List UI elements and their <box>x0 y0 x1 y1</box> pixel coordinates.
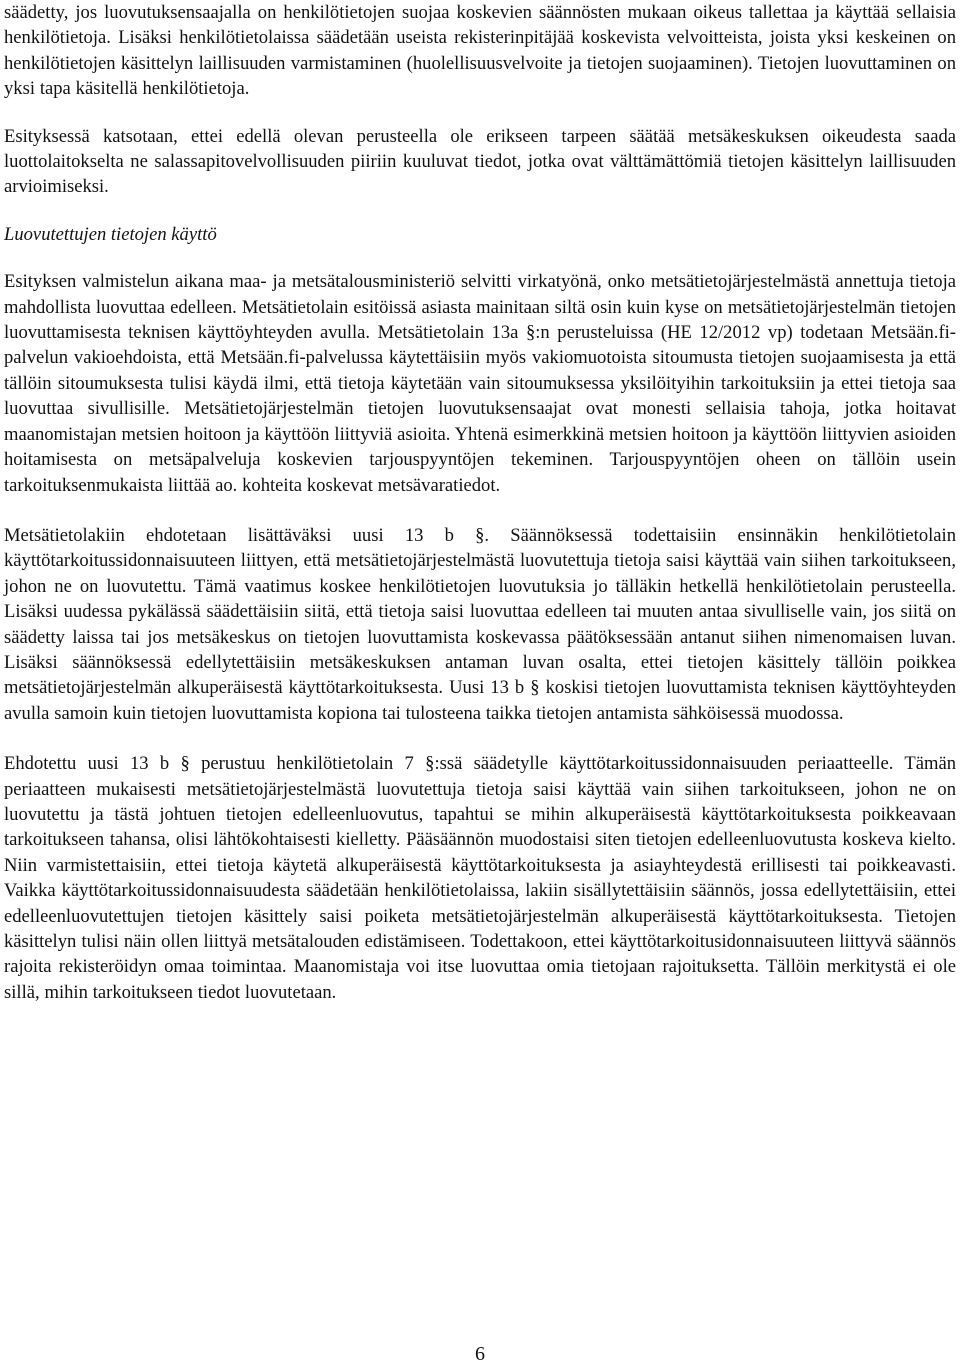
document-page <box>4 0 956 1005</box>
body-paragraph: Ehdotettu uusi 13 b § perustuu henkilötietolain 7 §:ssä säädetylle käyttötarkoitussidonnaisuuden periaatteelle. Tämän periaatteen mukaisesti metsätietojärjestelmästä luovutettuja tietoja saisi käyttää vain siihen tarkoitukseen, johon ne on luovutettu ja tästä johtuen tietojen edelleenluovutus, tapahtui se mihin alkuperäisestä käyttötarkoituksesta poikkeavaan tarkoitukseen tahansa, olisi lähtökohtaisesti kielletty. Pääsäännön muodostaisi siten tietojen edelleenluovutusta koskeva kielto. Niin varmistettaisiin, ettei tietoja käytetä alkuperäisestä käyttötarkoituksesta ja asiayhteydestä erillisesti tai poikkeavasti. Vaikka käyttötarkoitussidonnaisuudesta säädetään henkilötietolaissa, lakiin sisällytettäisiin säännös, jossa edellytettäisiin, ettei edelleenluovutettujen tietojen käsittely saisi poiketa metsätietojärjestelmän alkuperäisestä käyttötarkoituksesta. Tietojen käsittelyn tulisi näin ollen liittyä metsätalouden edistämiseen. Todettakoon, ettei käyttötarkoitusidonnaisuuteen liittyvä säännös rajoita rekisteröidyn omaa toimintaa. Maanomistaja voi itse luovuttaa omia tietojaan rajoituksetta. Tällöin merkitystä ei ole sillä, mihin tarkoitukseen tiedot luovutetaan. <box>4 753 956 1003</box>
paragraph-spacer <box>4 102 956 124</box>
paragraph-spacer <box>4 200 956 222</box>
paragraph-spacer <box>4 726 956 751</box>
body-paragraph: Metsätietolakiin ehdotetaan lisättäväksi uusi 13 b §. Säännöksessä todettaisiin ensinnäkin henkilötietolain käyttötarkoitussidonnaisuuteen liittyen, että metsätietojärjestelmästä luovutettuja tietoja saisi käyttää vain siihen tarkoitukseen, johon ne on luovutettu. Tämä vaatimus koskee henkilötietojen luovutuksia jo tälläkin hetkellä henkilötietolain perusteella. Lisäksi uudessa pykälässä säädettäisiin siitä, että tietoja saisi luovuttaa edelleen tai muuten antaa sivulliselle vain, jos siitä on säädetty laissa tai jos metsäkeskus on tietojen luovuttamista koskevassa päätöksessään antanut siihen nimenomaisen luvan. Lisäksi säännöksessä edellytettäisiin metsäkeskuksen antaman luvan osalta, ettei tietojen käsittely tällöin poikkea metsätietojärjestelmän alkuperäisestä käyttötarkoituksesta. Uusi 13 b § koskisi tietojen luovuttamista teknisen käyttöyhteyden avulla samoin kuin tietojen luovuttamista kopiona tai tulosteena taikka tietojen antamista sähköisessä muodossa. <box>4 524 956 724</box>
page-number: 6 <box>475 1343 485 1365</box>
paragraph-spacer <box>4 247 956 269</box>
body-paragraph: Esityksen valmistelun aikana maa- ja metsätalousministeriö selvitti virkatyönä, onko metsätietojärjestelmästä annettuja tietoja mahdollista luovuttaa edelleen. Metsätietolain esitöissä asiasta mainitaan siltä osin kuin kyse on metsätietojärjestelmän tietojen luovuttamisesta teknisen käyttöyhteyden avulla. Metsätietolain 13a §:n perusteluissa (HE 12/2012 vp) todetaan Metsään.fi-palvelun vakioehdoista, että Metsään.fi-palvelussa käytettäisiin myös vakiomuotoista sitoumusta tietojen suojaamisesta ja että tällöin sitoumuksesta tulisi käydä ilmi, että tietoja käytetään vain sitoumuksessa yksilöityihin tarkoituksiin ja ettei tietoja saa luovuttaa sivullisille. Metsätietojärjestelmän tietojen luovutuksensaajat ovat monesti sellaisia tahoja, jotka hoitavat maanomistajan metsien hoitoon ja käyttöön liittyviä asioita. Yhtenä esimerkkinä metsien hoitoon ja käyttöön liittyvien asioiden hoitamisesta on metsäpalveluja koskevien tarjouspyyntöjen tekeminen. Tarjouspyyntöjen oheen on tällöin usein tarkoituksenmukaista liittää ao. kohteita koskevat metsävaratiedot. <box>4 271 956 496</box>
body-paragraph: Esityksessä katsotaan, ettei edellä olevan perusteella ole erikseen tarpeen säätää metsäkeskuksen oikeudesta saada luottolaitokselta ne salassapitovelvollisuuden piiriin kuuluvat tiedot, jotka ovat välttämättömiä tietojen käsittelyn laillisuuden arvioimiseksi. <box>4 125 956 198</box>
body-paragraph: säädetty, jos luovutuksensaajalla on henkilötietojen suojaa koskevien säännösten mukaan oikeus tallettaa ja käyttää sellaisia henkilötietoja. Lisäksi henkilötietolaissa säädetään useista rekisterinpitäjää koskevista velvoitteista, joista yksi keskeinen on henkilötietojen käsittelyn laillisuuden varmistaminen (huolellisuusvelvoite ja tietojen suojaaminen). Tietojen luovuttaminen on yksi tapa käsitellä henkilötietoja. <box>4 2 956 100</box>
paragraph-spacer <box>4 498 956 523</box>
section-heading: Luovutettujen tietojen käyttö <box>4 223 217 245</box>
